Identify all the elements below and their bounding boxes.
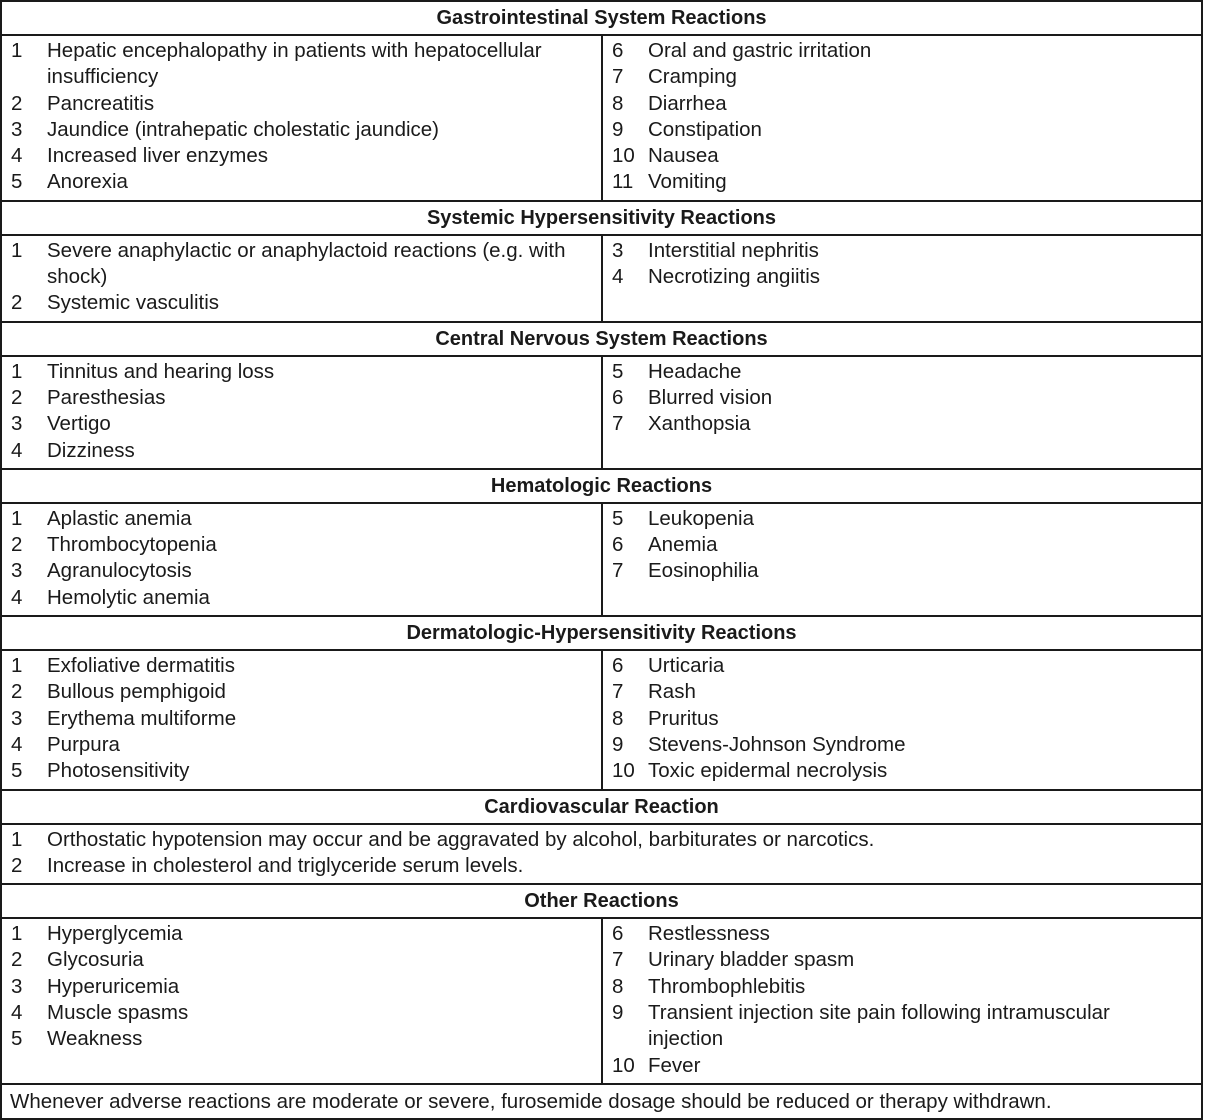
right-column [603, 236, 1201, 321]
item-text: Photosensitivity [47, 759, 190, 783]
item-number: 2 [11, 533, 23, 557]
list-item [603, 653, 1201, 679]
item-number: 10 [612, 1053, 635, 1077]
right-column [603, 651, 1201, 788]
item-number: 1 [11, 922, 23, 946]
right-column [603, 919, 1201, 1083]
item-number: 1 [11, 654, 23, 678]
list-item [603, 679, 1201, 705]
item-text: Transient injection site pain following intramuscular injection [648, 1001, 1110, 1051]
item-number: 10 [612, 759, 635, 783]
item-text: Constipation [648, 117, 762, 141]
item-text: Hyperuricemia [47, 974, 180, 998]
item-text: Pancreatitis [47, 91, 155, 115]
item-number: 3 [11, 412, 23, 436]
list-item [2, 827, 1201, 853]
list-item [603, 732, 1201, 758]
item-text: Orthostatic hypotension may occur and be aggravated by alcohol, barbiturates or narcotics. [47, 827, 875, 851]
section-gastrointestinal-system-reactions [2, 2, 1201, 202]
list-item [2, 706, 601, 732]
item-number: 4 [612, 265, 624, 289]
item-number: 4 [11, 144, 23, 168]
list-item [2, 385, 601, 411]
list-item [2, 947, 601, 973]
list-item [2, 679, 601, 705]
list-item [603, 974, 1201, 1000]
list-item [603, 1053, 1201, 1079]
item-text: Tinnitus and hearing loss [47, 359, 275, 383]
list-item [603, 706, 1201, 732]
section-body [2, 825, 1201, 886]
section-dermatologic-hypersensitivity-reactions [2, 617, 1201, 790]
item-text: Urticaria [648, 654, 725, 678]
item-text: Restlessness [648, 922, 770, 946]
item-text: Necrotizing angiitis [648, 265, 821, 289]
item-text: Increase in cholesterol and triglyceride serum levels. [47, 853, 524, 877]
list-item [2, 359, 601, 385]
list-item [603, 91, 1201, 117]
item-number: 7 [612, 65, 624, 89]
item-text: Dizziness [47, 438, 135, 462]
list-item [2, 290, 601, 316]
list-item [2, 117, 601, 143]
list-item [603, 238, 1201, 264]
list-item [603, 506, 1201, 532]
right-column [603, 36, 1201, 200]
item-text: Toxic epidermal necrolysis [648, 759, 888, 783]
item-text: Oral and gastric irritation [648, 39, 872, 62]
item-number: 4 [11, 585, 23, 609]
item-text: Systemic vasculitis [47, 291, 220, 315]
section-cardiovascular-reaction [2, 791, 1201, 886]
left-column [2, 504, 603, 615]
list-item [603, 64, 1201, 90]
section-title: Systemic Hypersensitivity Reactions [2, 202, 1201, 236]
item-number: 6 [612, 39, 624, 62]
item-number: 5 [11, 170, 23, 194]
item-number: 2 [11, 680, 23, 704]
item-text: Stevens-Johnson Syndrome [648, 732, 906, 756]
section-systemic-hypersensitivity-reactions [2, 202, 1201, 323]
list-item [2, 238, 601, 291]
item-text: Vomiting [648, 170, 727, 194]
item-text: Purpura [47, 732, 120, 756]
item-number: 3 [11, 974, 23, 998]
section-title: Gastrointestinal System Reactions [2, 2, 1201, 36]
item-number: 7 [612, 680, 624, 704]
item-text: Nausea [648, 144, 719, 168]
section-body [2, 651, 1201, 790]
item-number: 5 [11, 759, 23, 783]
list-item [603, 359, 1201, 385]
item-text: Fever [648, 1053, 701, 1077]
item-text: Headache [648, 359, 742, 383]
item-number: 6 [612, 533, 624, 557]
item-number: 3 [11, 117, 23, 141]
item-text: Hemolytic anemia [47, 585, 210, 609]
item-number: 1 [11, 827, 23, 851]
list-item [603, 947, 1201, 973]
sections-container [2, 2, 1201, 1085]
list-item [603, 264, 1201, 290]
item-text: Vertigo [47, 412, 111, 436]
item-number: 2 [11, 385, 23, 409]
item-text: Hepatic encephalopathy in patients with hepatocellular insufficiency [47, 39, 542, 89]
item-text: Diarrhea [648, 91, 727, 115]
item-text: Blurred vision [648, 385, 773, 409]
item-number: 10 [612, 144, 635, 168]
right-column [603, 504, 1201, 615]
left-column [2, 36, 603, 200]
list-item [2, 169, 601, 195]
section-hematologic-reactions [2, 470, 1201, 617]
full-column [2, 825, 1201, 884]
item-number: 4 [11, 1001, 23, 1025]
list-item [2, 758, 601, 784]
list-item [603, 38, 1201, 64]
item-text: Urinary bladder spasm [648, 948, 855, 972]
list-item [603, 411, 1201, 437]
list-item [603, 117, 1201, 143]
list-item [603, 758, 1201, 784]
item-number: 9 [612, 117, 624, 141]
list-item [603, 169, 1201, 195]
item-number: 3 [11, 706, 23, 730]
list-item [2, 1000, 601, 1026]
item-number: 6 [612, 922, 624, 946]
item-text: Exfoliative dermatitis [47, 654, 235, 678]
item-text: Xanthopsia [648, 412, 751, 436]
item-number: 8 [612, 91, 624, 115]
list-item [2, 506, 601, 532]
item-number: 1 [11, 39, 23, 62]
list-item [2, 653, 601, 679]
item-text: Rash [648, 680, 696, 704]
item-text: Cramping [648, 65, 737, 89]
item-number: 2 [11, 853, 23, 877]
item-text: Leukopenia [648, 506, 755, 530]
right-column [603, 357, 1201, 468]
section-title: Hematologic Reactions [2, 470, 1201, 504]
list-item [2, 91, 601, 117]
item-number: 7 [612, 412, 624, 436]
item-number: 1 [11, 506, 23, 530]
section-body [2, 919, 1201, 1085]
item-number: 2 [11, 91, 23, 115]
section-central-nervous-system-reactions [2, 323, 1201, 470]
item-text: Anorexia [47, 170, 128, 194]
item-number: 5 [612, 506, 624, 530]
item-number: 6 [612, 385, 624, 409]
list-item [2, 411, 601, 437]
item-number: 3 [11, 559, 23, 583]
item-text: Muscle spasms [47, 1001, 189, 1025]
footnote: Whenever adverse reactions are moderate or severe, furosemide dosage should be reduced or therapy withdrawn. [10, 1089, 1052, 1113]
item-number: 2 [11, 291, 23, 315]
item-number: 6 [612, 654, 624, 678]
item-number: 1 [11, 238, 23, 262]
list-item [603, 921, 1201, 947]
item-number: 5 [11, 1027, 23, 1051]
item-number: 8 [612, 974, 624, 998]
list-item [2, 585, 601, 611]
section-title: Cardiovascular Reaction [2, 791, 1201, 825]
item-text: Glycosuria [47, 948, 144, 972]
item-text: Increased liver enzymes [47, 144, 269, 168]
item-text: Interstitial nephritis [648, 238, 819, 262]
list-item [2, 558, 601, 584]
section-title: Other Reactions [2, 885, 1201, 919]
item-number: 2 [11, 948, 23, 972]
item-number: 1 [11, 359, 23, 383]
item-text: Agranulocytosis [47, 559, 192, 583]
list-item [2, 974, 601, 1000]
list-item [603, 558, 1201, 584]
list-item [2, 732, 601, 758]
list-item [603, 143, 1201, 169]
item-text: Thrombocytopenia [47, 533, 217, 557]
item-text: Eosinophilia [648, 559, 759, 583]
list-item [2, 38, 601, 91]
item-number: 7 [612, 559, 624, 583]
item-number: 7 [612, 948, 624, 972]
item-text: Anemia [648, 533, 718, 557]
item-text: Hyperglycemia [47, 922, 183, 946]
list-item [2, 143, 601, 169]
section-body [2, 236, 1201, 323]
list-item [2, 921, 601, 947]
item-number: 4 [11, 438, 23, 462]
list-item [2, 532, 601, 558]
item-number: 4 [11, 732, 23, 756]
list-item [603, 1000, 1201, 1053]
section-title: Dermatologic-Hypersensitivity Reactions [2, 617, 1201, 651]
section-body [2, 504, 1201, 617]
item-text: Paresthesias [47, 385, 166, 409]
item-text: Thrombophlebitis [648, 974, 806, 998]
item-text: Pruritus [648, 706, 719, 730]
item-text: Jaundice (intrahepatic cholestatic jaundice) [47, 117, 440, 141]
item-text: Severe anaphylactic or anaphylactoid reactions (e.g. with shock) [47, 238, 566, 289]
item-number: 11 [612, 170, 634, 194]
section-body [2, 357, 1201, 470]
item-text: Aplastic anemia [47, 506, 192, 530]
section-title: Central Nervous System Reactions [2, 323, 1201, 357]
left-column [2, 357, 603, 468]
item-number: 3 [612, 238, 624, 262]
left-column [2, 919, 603, 1083]
list-item [2, 853, 1201, 879]
left-column [2, 236, 603, 321]
item-number: 5 [612, 359, 624, 383]
list-item [2, 1026, 601, 1052]
list-item [603, 532, 1201, 558]
section-body [2, 36, 1201, 202]
section-other-reactions [2, 885, 1201, 1085]
item-number: 9 [612, 732, 624, 756]
item-text: Erythema multiforme [47, 706, 237, 730]
list-item [603, 385, 1201, 411]
item-number: 8 [612, 706, 624, 730]
list-item [2, 438, 601, 464]
item-text: Bullous pemphigoid [47, 680, 226, 704]
item-number: 9 [612, 1001, 624, 1025]
left-column [2, 651, 603, 788]
item-text: Weakness [47, 1027, 143, 1051]
